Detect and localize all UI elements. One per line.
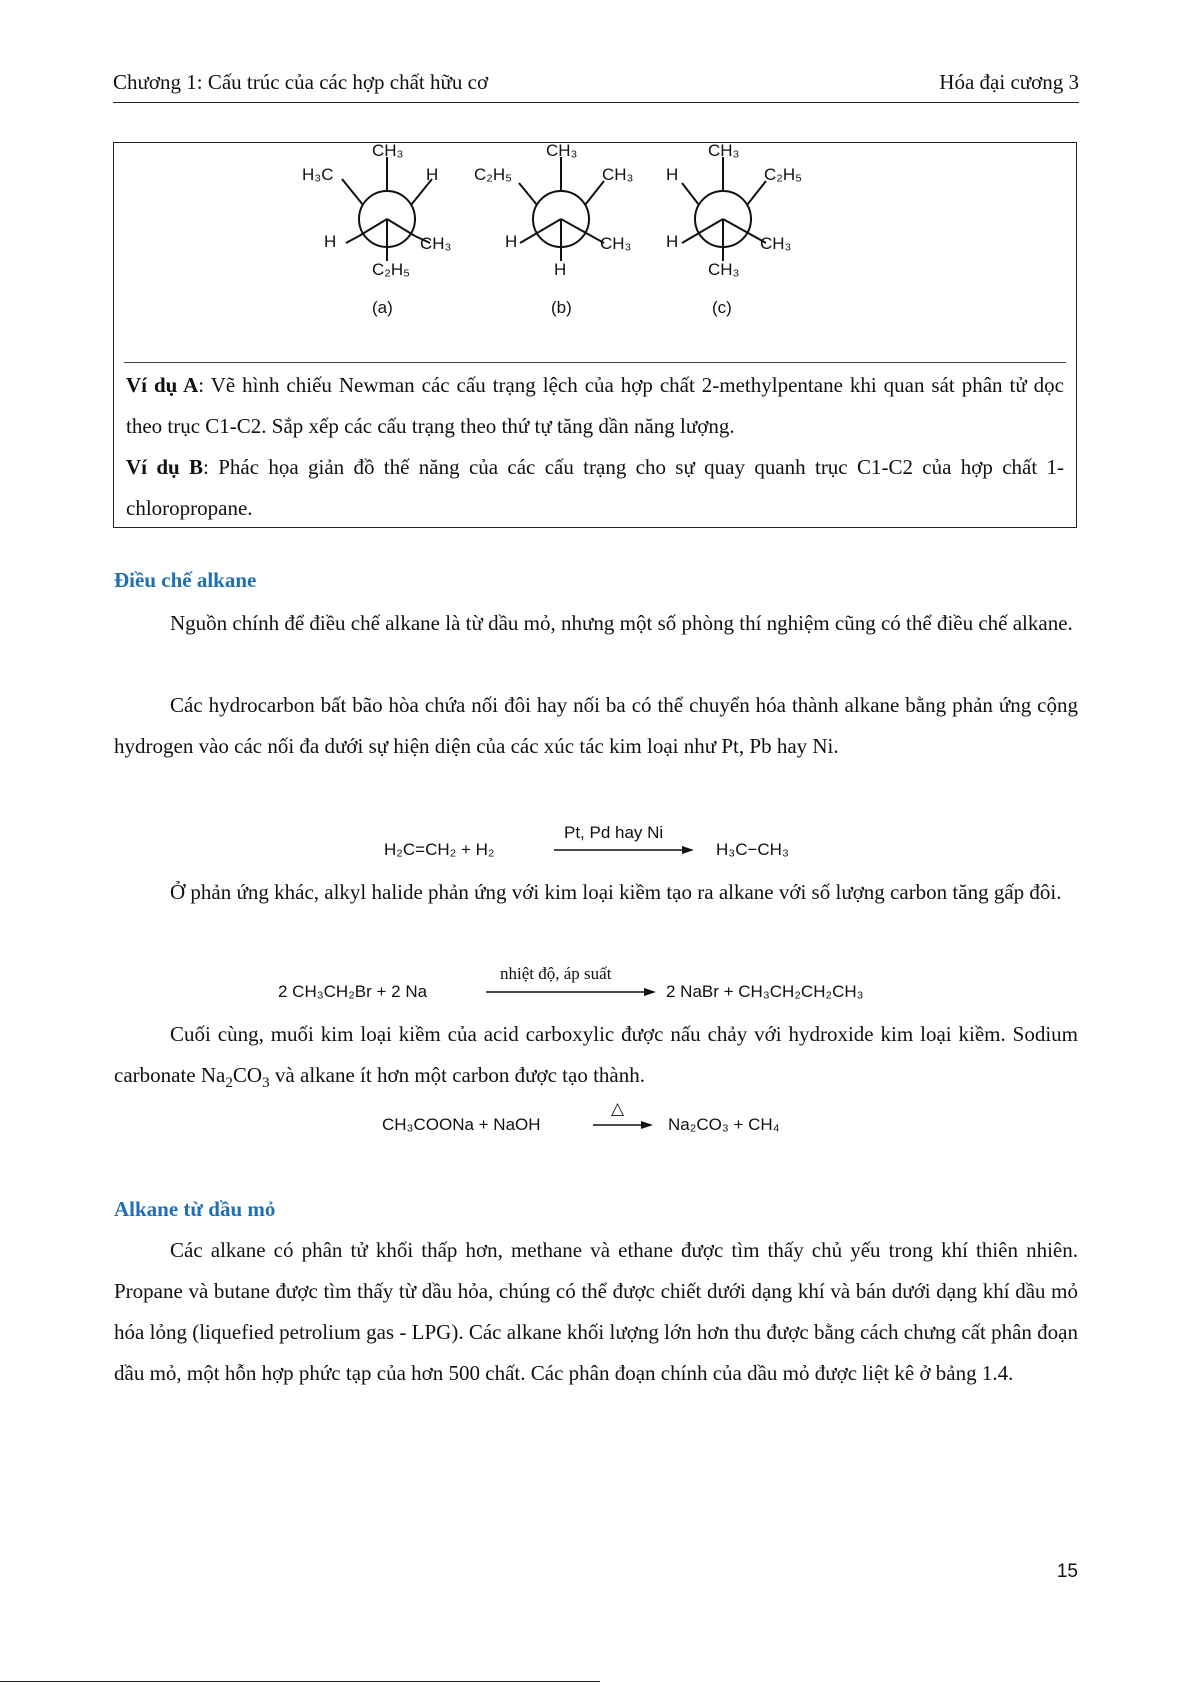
p4-co: CO (232, 1063, 263, 1087)
proj-b-lower-left: H (505, 232, 518, 251)
eq3-arrow (593, 1119, 653, 1131)
eq1-reactants: H₂C=CH₂ + H₂ (384, 840, 495, 859)
examples (126, 365, 1064, 529)
eq3-condition: △ (611, 1099, 625, 1118)
proj-c-upper-left: H (666, 165, 679, 184)
eq1-condition: Pt, Pd hay Ni (564, 823, 664, 842)
eq2-arrow (486, 986, 656, 998)
eq1-arrow (554, 844, 694, 856)
proj-a-upper-right: H (426, 165, 439, 184)
chapter-title: Chương 1: Cấu trúc của các hợp chất hữu cơ (113, 70, 489, 94)
proj-a-top: CH₃ (372, 143, 404, 160)
course-title: Hóa đại cương 3 (939, 70, 1079, 94)
section-heading-preparation: Điều chế alkane (114, 568, 257, 592)
section-heading-petroleum: Alkane từ dầu mỏ (114, 1197, 276, 1221)
proj-b-top: CH₃ (546, 143, 578, 160)
box-divider (124, 362, 1066, 363)
example-a-label: Ví dụ A (126, 373, 199, 397)
proj-a-lower-left: H (324, 232, 337, 251)
proj-a-caption: (a) (372, 298, 393, 317)
footer-rule (0, 1681, 600, 1682)
page-number: 15 (1056, 1561, 1078, 1582)
newman-projection-b (474, 143, 633, 317)
eq2-reactants: 2 CH₃CH₂Br + 2 Na (278, 982, 428, 1001)
example-box (113, 142, 1077, 528)
proj-a-lower-right: CH₃ (420, 234, 452, 253)
proj-b-lower-right: CH₃ (600, 234, 632, 253)
paragraph: Nguồn chính để điều chế alkane là từ dầu mỏ, nhưng một số phòng thí nghiệm cũng có thể điều chế alkane. (170, 611, 1073, 635)
newman-projection-c (666, 143, 802, 317)
example-a-text: : Vẽ hình chiếu Newman các cấu trạng lệch của hợp chất 2-methylpentane khi quan sát phân tử dọc theo trục C1-C2. Sắp xếp các cấu trạng theo thứ tự tăng dần năng lượng. (126, 373, 1064, 438)
eq1-products: H₃C−CH₃ (716, 840, 789, 859)
proj-b-upper-left: C₂H₅ (474, 165, 513, 184)
proj-a-upper-left: H₃C (302, 165, 334, 184)
proj-b-upper-right: CH₃ (602, 165, 634, 184)
newman-projection-a (302, 143, 451, 317)
example-a (126, 365, 1064, 447)
equation-soda-lime (382, 1099, 822, 1146)
proj-c-caption: (c) (712, 298, 732, 317)
eq3-products: Na₂CO₃ + CH₄ (668, 1115, 780, 1134)
proj-b-caption: (b) (551, 298, 572, 317)
p4-subscript: 2 (225, 1075, 233, 1092)
page-header (113, 70, 1079, 103)
equation-hydrogenation (384, 823, 824, 866)
equation-wurtz (278, 964, 918, 1010)
proj-c-upper-right: C₂H₅ (764, 165, 803, 184)
proj-c-top: CH₃ (708, 143, 740, 160)
proj-a-bottom: C₂H₅ (372, 260, 411, 279)
paragraph-decarboxylation (114, 1014, 1078, 1096)
paragraph: Các hydrocarbon bất bão hòa chứa nối đôi hay nối ba có thể chuyển hóa thành alkane bằng phản ứng cộng hydrogen vào các nối đa dưới sự hiện diện của các xúc tác kim loại như Pt, Pb hay Ni. (114, 693, 1078, 758)
eq2-condition: nhiệt độ, áp suất (500, 964, 612, 983)
paragraph: Ở phản ứng khác, alkyl halide phản ứng với kim loại kiềm tạo ra alkane với số lượng carbon tăng gấp đôi. (170, 880, 1062, 904)
p4-text-b: và alkane ít hơn một carbon được tạo thành. (269, 1063, 645, 1087)
example-b-label: Ví dụ B (126, 455, 204, 479)
paragraph: Các alkane có phân tử khối thấp hơn, methane và ethane được tìm thấy chủ yếu trong khí thiên nhiên. Propane và butane được tìm thấy từ dầu hỏa, chúng có thể được chiết dưới dạng khí và bán dưới dạng khí dầu mỏ hóa lỏng (liquefied petrolium gas - LPG). Các alkane khối lượng lớn hơn thu được bằng cách chưng cất phân đoạn dầu mỏ, một hỗn hợp phức tạp của hơn 500 chất. Các phân đoạn chính của dầu mỏ được liệt kê ở bảng 1.4. (114, 1238, 1078, 1385)
example-b (126, 447, 1064, 529)
eq3-reactants: CH₃COONa + NaOH (382, 1115, 541, 1134)
p4-subscript: 3 (262, 1075, 270, 1092)
proj-c-bottom: CH₃ (708, 260, 740, 279)
eq2-products: 2 NaBr + CH₃CH₂CH₂CH₃ (666, 982, 864, 1001)
proj-b-bottom: H (554, 260, 567, 279)
proj-c-lower-left: H (666, 232, 679, 251)
proj-c-lower-right: CH₃ (760, 234, 792, 253)
example-b-text: : Phác họa giản đồ thế năng của các cấu trạng cho sự quay quanh trục C1-C2 của hợp chất 1-chloropropane. (126, 455, 1064, 520)
p4-text-a: Cuối cùng, muối kim loại kiềm của acid carboxylic được nấu chảy với hydroxide kim loại kiềm. Sodium carbonate Na (114, 1022, 1078, 1087)
